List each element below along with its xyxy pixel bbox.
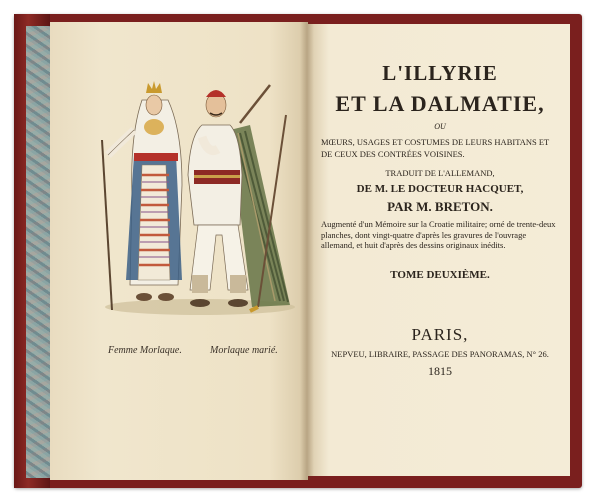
imprint-publisher: NEPVEU, LIBRAIRE, PASSAGE DES PANORAMAS, N° 26. [331,348,549,359]
volume-label: TOME DEUXIÈME. [390,268,490,281]
title-line-1: L'ILLYRIE [382,61,498,85]
translator-breton: PAR M. BRETON. [387,199,493,214]
author-hacquet: DE M. LE DOCTEUR HACQUET, [356,183,524,195]
title-line-2: ET LA DALMATIE, [335,91,545,116]
title-ou: OU [434,122,446,131]
book-gutter [300,22,314,480]
illustration-caption [108,345,308,361]
translation-note: TRADUIT DE L'ALLEMAND, [385,168,495,178]
subtitle: MŒURS, USAGES ET COSTUMES DE LEURS HABITANS ET DE CEUX DES CONTRÉES VOISINES. [321,137,550,159]
title-page-text [315,60,565,378]
imprint-city: PARIS, [411,324,469,344]
caption-morlaque-marie: Morlaque marié. [210,345,278,356]
imprint-year: 1815 [428,363,452,378]
costume-illustration [90,75,300,325]
augmentation-note: Augmenté d'un Mémoire sur la Croatie militaire; orné de trente-deux planches, dont vingt-quatre d'après les gravures de l'ouvrage allemand, et huit d'après des dessins originaux inédits. [321,219,556,250]
caption-femme-morlaque: Femme Morlaque. [108,345,182,356]
